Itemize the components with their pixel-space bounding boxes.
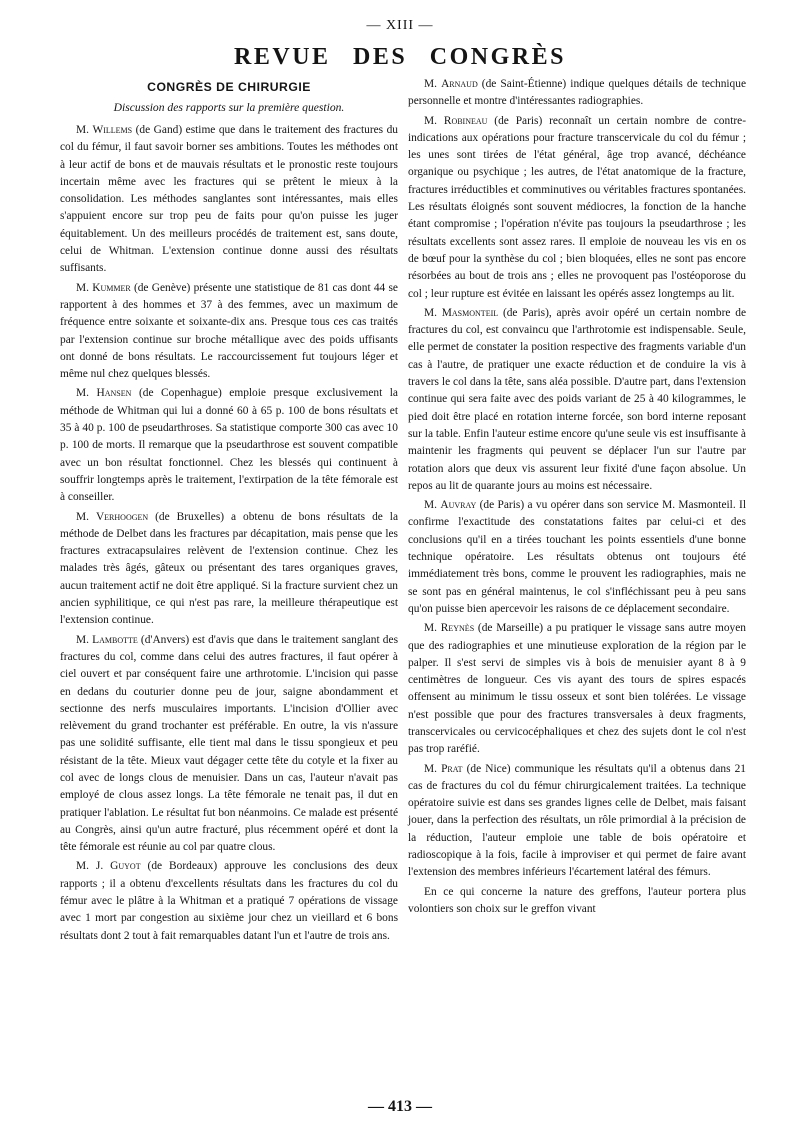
- speaker-prefix: M.: [424, 114, 444, 127]
- speaker-prefix: M.: [76, 510, 96, 523]
- paragraph-masmonteil: [408, 305, 746, 495]
- speaker-name: Masmonteil: [441, 306, 499, 319]
- paragraph-text: (de Paris), après avoir opéré un certain nombre de fractures du col, est convaincu que l'arthrotomie est indispensable. Seule, elle permet de constater la position respective des fragments variable d'un cas à l'autre, de pratiquer une exacte réduction et de conduire la vis à travers le col dans la tête, sans aléa possible. D'autre part, dans l'extension continue qui sera faite avec des poids variant de 25 à 40 kilogrammes, le pied doit être placé en rotation interne forcée, son bord interne reposant sur la table. Enfin l'auteur estime encore qu'une seule vis est insuffisante à maintenir les fragments qui peuvent se déplacer l'un sur l'autre par rotation alors que deux vis assurent leur fixité d'une façon absolue. Un repos au lit de quarante jours au moins est nécessaire.: [408, 306, 746, 492]
- speaker-prefix: M.: [76, 124, 93, 136]
- speaker-name: Robineau: [443, 114, 488, 127]
- speaker-name: Arnaud: [441, 78, 478, 90]
- paragraph-arnaud: [408, 76, 746, 111]
- paragraph-text: (de Paris) a vu opérer dans son service M. Masmonteil. Il confirme l'exactitude des constatations faites par celui-ci et des conclusions qu'il en a tirées touchant les points essentiels d'une bonne technique opératoire. Les résultats obtenus ont toujours été immédiatement très bons, comme le prouvent les radiographies, mais ne se sont pas en général maintenus, le col s'infléchissant peu à peu sans qu'on puisse bien apercevoir les raisons de ce déplacement secondaire.: [408, 499, 746, 615]
- speaker-prefix: M.: [424, 78, 442, 90]
- speaker-name: Hansen: [96, 387, 132, 400]
- paragraph-robineau: [408, 113, 746, 303]
- speaker-prefix: M.: [424, 622, 441, 635]
- paragraph-text: (de Bordeaux) approuve les conclusions des deux rapports ; il a obtenu d'excellents résultats dans les fractures du col du fémur avec le plâtre à la Whitman et a pratiqué 7 opérations de vissage avec 1 mort par congestion au sixième jour chez un vieillard et 6 bons résultats dont 2 tout à fait remarquables datant l'un et l'autre de trois ans.: [60, 860, 398, 942]
- paragraph-text: (de Gand) estime que dans le traitement des fractures du col du fémur, il faut savoir borner ses ambitions. Toutes les méthodes ont à leur actif de bons et de mauvais résultats et le pronostic reste toujours incertain même avec les fractures qui se prêtent le mieux à la consolidation. Les méthodes sanglantes sont intéressantes, mais elles s'appuient encore sur trop peu de faits pour qu'on puisse les juger équitablement. Un des meilleurs procédés de traitement est, sans doute, celui de Whitman. L'extension continue donne aussi des résultats suffisants.: [60, 124, 398, 275]
- speaker-name: Lambotte: [92, 633, 138, 646]
- paragraph-hansen: [60, 385, 398, 506]
- paragraph-prat: [408, 761, 746, 882]
- page-number: — 413 —: [368, 1098, 432, 1115]
- right-column: [408, 76, 746, 920]
- speaker-name: Guyot: [110, 860, 141, 873]
- paragraph-text: (de Copenhague) emploie presque exclusivement la méthode de Whitman qui lui a donné 60 à 65 p. 100 de bons résultats et 35 à 40 p. 100 de pseudarthroses. Sa statistique comporte 300 cas avec 10 p. 100 de morts. Il remarque que la pseudarthrose est souvent compatible avec un bon résultat fonctionnel. Chez les blessés qui continuent à souffrir longtemps après le traitement, l'extirpation de la tête fémorale est à conseiller.: [60, 387, 398, 504]
- paragraph-auvray: [408, 497, 746, 618]
- speaker-prefix: M.: [424, 499, 441, 512]
- paragraph-text: (de Genève) présente une statistique de 81 cas dont 44 se rapportent à des hommes et 37 à des femmes, avec un maximum de fréquence entre soixante et soixante-dix ans. Presque tous ces cas traités par l'extension continue sur broche métallique avec des poids uffisants ont donné de bons résultats. Le raccourcissement fut toujours léger et même nul chez quelques blessés.: [60, 281, 398, 381]
- speaker-name: Verhoogen: [95, 510, 149, 523]
- speaker-prefix: M.: [76, 633, 93, 646]
- section-subtitle: Discussion des rapports sur la première question.: [113, 101, 345, 114]
- left-column: [60, 76, 398, 947]
- roman-folio: — XIII —: [366, 18, 434, 33]
- paragraph-guyot: [60, 858, 398, 944]
- speaker-name: Auvray: [440, 499, 477, 512]
- speaker-prefix: M.: [76, 281, 93, 294]
- paragraph-lambotte: [60, 632, 398, 857]
- paragraph-verhoogen: [60, 509, 398, 630]
- speaker-name: Prat: [441, 762, 463, 775]
- section-title: CONGRÈS DE CHIRURGIE: [147, 80, 311, 94]
- paragraph-reynes: [408, 620, 746, 758]
- paragraph-text: En ce qui concerne la nature des greffons, l'auteur portera plus volontiers son choix sur le greffon vivant: [408, 885, 746, 915]
- speaker-name: Kummer: [92, 281, 131, 294]
- speaker-prefix: M.: [424, 306, 442, 319]
- speaker-prefix: M. J.: [76, 860, 111, 873]
- paragraph-willems: [60, 122, 398, 278]
- page-title: REVUE DES CONGRÈS: [234, 44, 566, 70]
- paragraph-text: (de Marseille) a pu pratiquer le vissage sans autre moyen que des radiographies et une minutieuse exploration de la région par le palper. Il s'est servi de simples vis à bois de menuisier ayant 8 à 9 centimètres de longueur. Ces vis ayant des tours de spires espacés offensent au minimum le tissu osseux et sont bien tolérées. Le vissage n'est possible que pour des fractures transversales à deux fragments, transcervicales ou cervicocéphaliques et chez des sujets dont le col n'est pas trop raréfié.: [408, 622, 746, 756]
- paragraph-kummer: [60, 280, 398, 384]
- paragraph-text: (de Bruxelles) a obtenu de bons résultats de la méthode de Delbet dans les fractures par décapitation, mais pense que les fractures extracapsulaires relèvent de l'extension continue. Chez les malades très âgés, gâteux ou présentant des tares organiques graves, aucun traitement actif ne doit être appliqué. Si la fracture survient chez un ancien syphilitique, ce qui n'est pas rare, la meilleure thérapeutique est l'extension continue.: [60, 510, 398, 627]
- paragraph-text: (de Saint-Étienne) indique quelques détails de technique personnelle et montre d'intéressantes radiographies.: [408, 78, 746, 108]
- speaker-name: Reynès: [440, 622, 475, 635]
- paragraph-text: (de Nice) communique les résultats qu'il a obtenus dans 21 cas de fractures du col du fémur chirurgicalement traitées. La technique opératoire suivie est dans ses grandes lignes celle de Delbet, mais faisant jouer, dans la perfection des résultats, un rôle primordial à la précision de la réduction, l'auteur emploie une table de bois opératoire et radioscopique à la fois, facile à improviser et qui permet de faire avant l'extension des membres inférieurs l'écartement latéral des fémurs.: [408, 762, 746, 879]
- speaker-name: Willems: [92, 124, 133, 136]
- paragraph-text: (d'Anvers) est d'avis que dans le traitement sanglant des fractures du col, comme dans celui des autres fractures, il faut opérer à ciel ouvert et par conséquent faire une arthrotomie. L'incision qui passe en dedans du couturier donne peu de jour, saigne abondamment et sectionne des nerfs musculaires importants. L'incision d'Ollier avec relèvement du grand trochanter est préférable. En outre, la vis n'assure pas une solidité suffisante, elle tient mal dans le tissu spongieux et peu résistant de la tête. Mieux vaut dégager cette tête du cotyle et la fixer au col avec de longs clous de menuisier. Dans un cas, l'auteur n'avait pas employé de clous assez longs. La tête fémorale ne tenait pas, il dut en pratiquer l'ablation. Le résultat fut bon néanmoins. Ce malade est présenté au Congrès, ainsi qu'un autre fracturé, plus récemment opéré et dont la tête fémorale est réunie au col par quatre clous.: [60, 633, 398, 854]
- speaker-prefix: M.: [76, 387, 97, 400]
- paragraph-greffons: [408, 884, 746, 919]
- paragraph-text: (de Paris) reconnaît un certain nombre de contre-indications aux opérations pour fracture transcervicale du col du fémur ; les unes sont tirées de l'état général, âge trop avancé, déchéance organique ou psychique ; les autres, de l'état anatomique de la fracture, fractures irréductibles et comminutives ou véritables fractures spontanées. Les résultats éloignés sont souvent médiocres, la fonction de la hanche étant compromise ; l'opération n'évite pas toujours la pseudarthrose ; les résultats excellents sont assez rares. Il emploie de nouveau les vis en os de bœuf pour la synthèse du col ; bien bloquées, elles ne sont pas encore résorbées au bout de trois ans ; elles ne provoquent pas l'ostéoporose du col ; leur rupture est évitée en laissant les opérés assez longtemps au lit.: [408, 114, 746, 300]
- speaker-prefix: M.: [424, 762, 442, 775]
